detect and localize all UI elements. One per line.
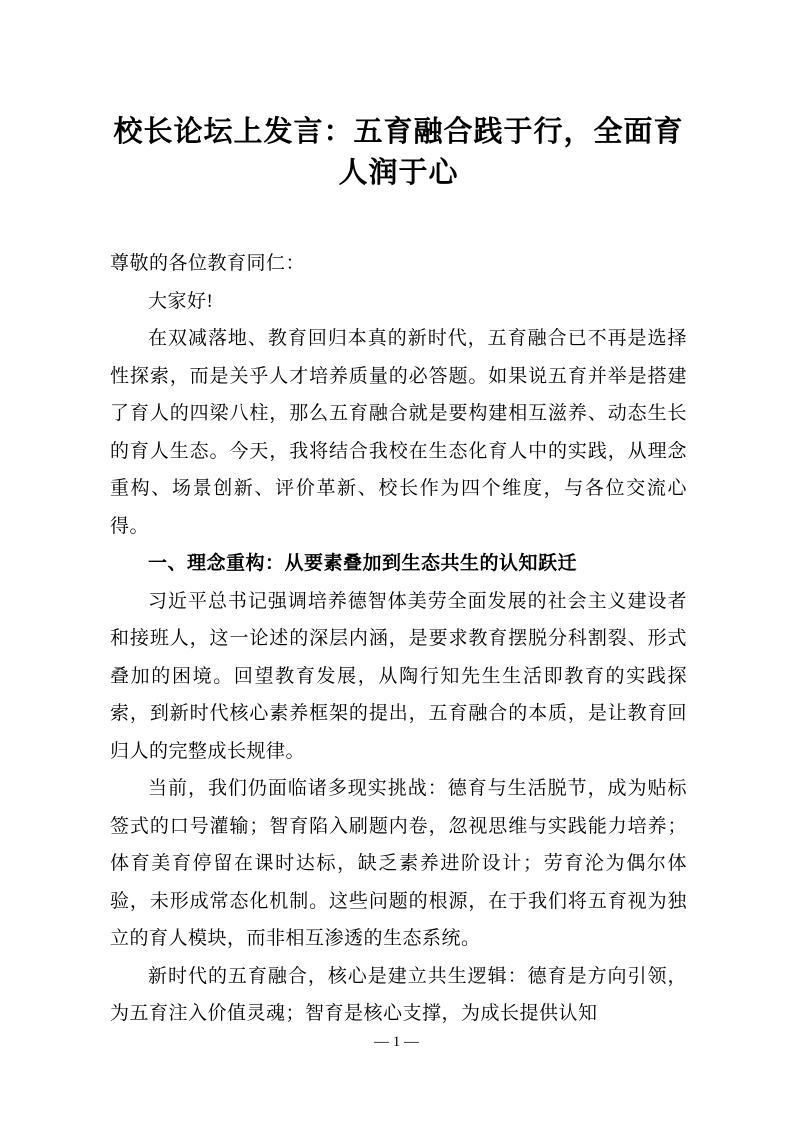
salutation-paragraph: 尊敬的各位教育同仁：	[110, 253, 306, 275]
body-paragraph: 新时代的五育融合，核心是建立共生逻辑：德育是方向引领，为五育注入价值灵魂；智育是核心支撑，为成长提供认知	[110, 965, 687, 1025]
page-number: — 1 —	[374, 1034, 419, 1050]
document-title: 校长论坛上发言：五育融合践于行，全面育人润于心	[113, 116, 684, 189]
body-paragraph: 当前，我们仍面临诸多现实挑战：德育与生活脱节，成为贴标签式的口号灌输；智育陷入刷题内卷，忽视思维与实践能力培养；体育美育停留在课时达标，缺乏素养进阶设计；劳育沦为偶尔体验，未形成常态化机制。这些问题的根源，在于我们将五育视为独立的育人模块，而非相互渗透的生态系统。	[110, 778, 687, 950]
intro-paragraph: 在双减落地、教育回归本真的新时代，五育融合已不再是选择性探索，而是关乎人才培养质量的必答题。如果说五育并举是搭建了育人的四梁八柱，那么五育融合就是要构建相互滋养、动态生长的育人生态。今天，我将结合我校在生态化育人中的实践，从理念重构、场景创新、评价革新、校长作为四个维度，与各位交流心得。	[110, 328, 687, 537]
body-paragraph: 习近平总书记强调培养德智体美劳全面发展的社会主义建设者和接班人，这一论述的深层内涵，是要求教育摆脱分科割裂、形式叠加的困境。回望教育发展，从陶行知先生生活即教育的实践探索，到新时代核心素养框架的提出，五育融合的本质，是让教育回归人的完整成长规律。	[110, 590, 687, 762]
section-heading-1: 一、理念重构：从要素叠加到生态共生的认知跃迁	[148, 553, 578, 575]
greeting-paragraph: 大家好!	[148, 290, 214, 312]
